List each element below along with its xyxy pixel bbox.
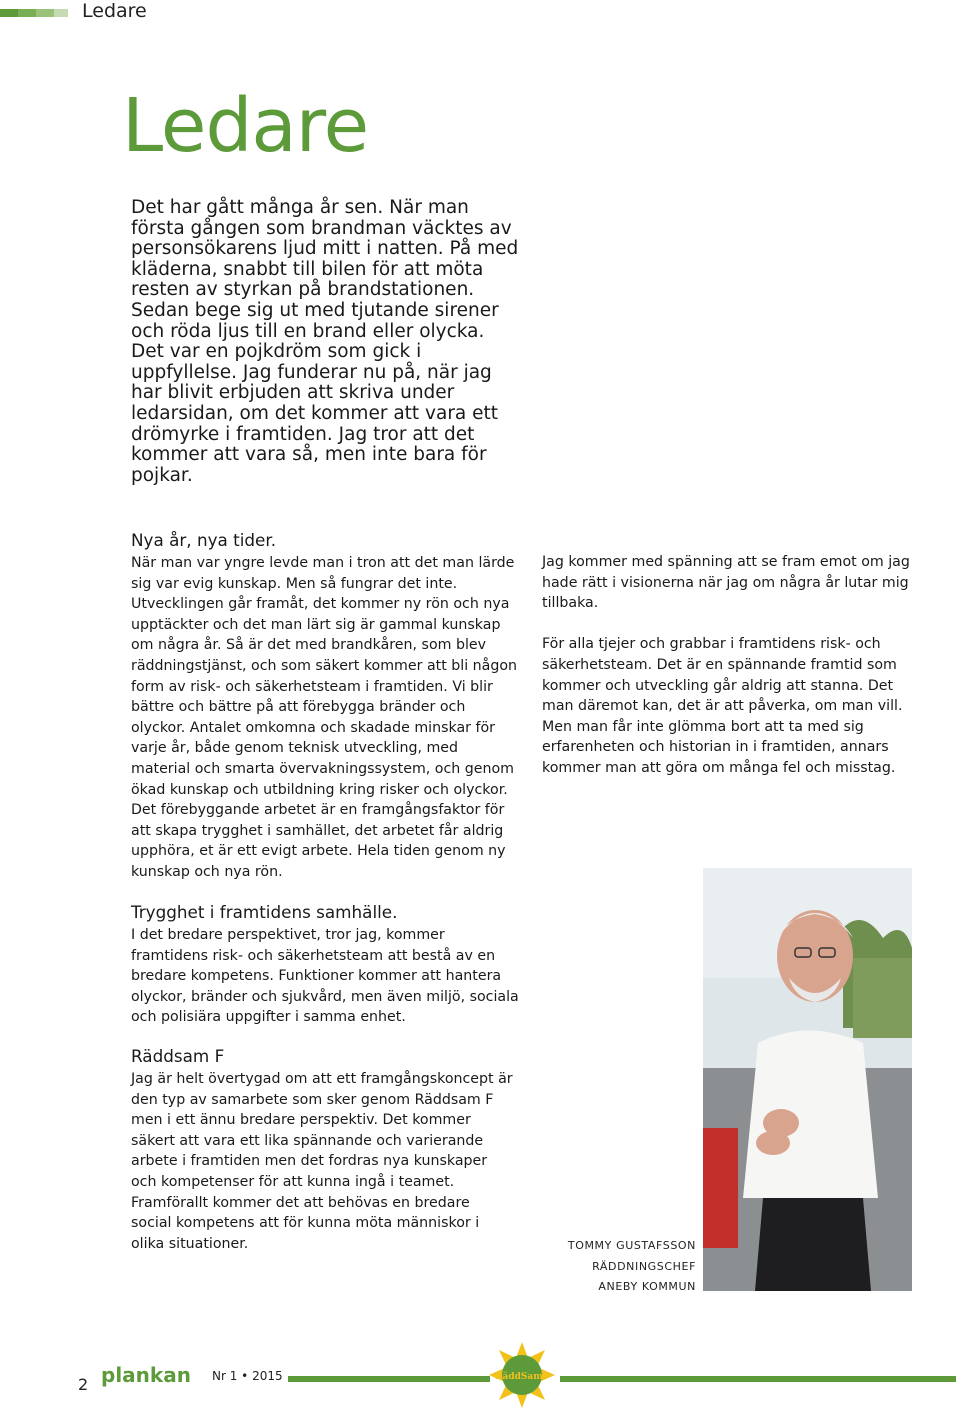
- page-title: Ledare: [122, 83, 369, 169]
- caption-name: TOMMY GUSTAFSSON: [567, 1239, 696, 1252]
- header-segment-2: [18, 9, 36, 17]
- section-heading: Trygghet i framtidens samhälle.: [131, 902, 398, 922]
- plankan-logo-text: plankan: [101, 1363, 191, 1387]
- right-paragraph-1: Jag kommer med spänning att se fram emot om jag hade rätt i visionerna när jag om några år lutar mig tillbaka.: [542, 554, 910, 612]
- page-number: 2: [78, 1375, 89, 1394]
- header-segment-3: [36, 9, 54, 17]
- page-footer: [0, 1335, 960, 1417]
- section-body: I det bredare perspektivet, tror jag, kommer framtidens risk- och säkerhetsteam att bestå av en bredare kompetens. Funktioner kommer att hantera olyckor, bränder och sjukvård, men även miljö, sociala och polisiära uppgifter i samma enhet.: [131, 927, 519, 1026]
- section-raddsam: [131, 1046, 513, 1254]
- section-trygghet: [131, 902, 521, 1028]
- caption-role: RÄDDNINGSCHEF: [592, 1259, 696, 1273]
- caption-org: ANEBY KOMMUN: [598, 1280, 696, 1294]
- section-body: När man var yngre levde man i tron att det man lärde sig var evig kunskap. Men så fungrar det inte. Utvecklingen går framåt, det kommer ny rön och nya upptäckter och det man lärt sig är gammal kunskap om några år. Så är det med brandkåren, som blev räddningstjänst, och som säkert kommer att bli någon form av risk- och säkerhetsteam i framtiden. Vi blir bättre och bättre på att förebygga bränder och olyckor. Antalet omkomna och skadade minskar för varje år, både genom teknisk utveckling, med material och smarta övervakningssystem, och genom ökad kunskap och utbildning kring risker och olyckor. Det förebyggande arbetet är en framgångsfaktor för att skapa trygghet i samhället, det arbetet får aldrig upphöra, et är ett evigt arbete. Hela tiden genom ny kunskap och nya rön.: [131, 555, 518, 880]
- right-paragraph-2: För alla tjejer och grabbar i framtidens risk- och säkerhetsteam. Det är en spännande framtid som kommer och utveckling går aldrig att stanna. Det man däremot kan, det är att påverka, om man vill. Men man får inte glömma bort att ta med sig erfarenheten och historian in i framtiden, annars kommer man att göra om många fel och misstag.: [542, 636, 903, 776]
- portrait-photo: [703, 868, 912, 1291]
- section-body: Jag är helt övertygad om att ett framgångskoncept är den typ av samarbete som sker genom Räddsam F men i ett ännu bredare perspektiv. Det kommer säkert att vara ett lika spännande och varierande arbete i framtiden men det fordras nya kunskaper och kompetenser för att kunna ingå i teamet. Framförallt kommer det att behövas en bredare social kompetens att för kunna möta människor i olika situationer.: [131, 1071, 513, 1252]
- footer-line-right: [560, 1376, 956, 1382]
- plankan-logo: [100, 1361, 191, 1387]
- lead-paragraph: Det har gått många år sen. När man första gången som brandman väcktes av personsökarens ljud mitt i natten. På med kläderna, snabbt till bilen för att möta resten av styrkan på brandstationen. Sedan bege sig ut med tjutande sirener och röda ljus till en brand eller olycka. Det var en pojkdröm som gick i uppfyllelse. Jag funderar nu på, när jag har blivit erbjuden att skriva under ledarsidan, om det kommer att vara ett drömyrke i framtiden. Jag tror att det kommer att vara så, men inte bara för pojkar.: [131, 197, 519, 486]
- section-heading: Räddsam F: [131, 1046, 225, 1066]
- header-section-label: Ledare: [82, 0, 147, 22]
- badge-text: RäddSamF: [494, 1372, 550, 1382]
- issue-number: Nr 1 • 2015: [212, 1369, 283, 1383]
- section-nya-ar: [131, 530, 521, 883]
- header-segment-1: [0, 9, 18, 17]
- section-heading: Nya år, nya tider.: [131, 530, 277, 550]
- header-segment-4: [54, 9, 68, 17]
- photo-caption: [520, 1236, 696, 1298]
- footer-line-left: [288, 1376, 490, 1382]
- raddsamf-badge-icon: [487, 1340, 557, 1410]
- page-header: [0, 0, 960, 24]
- header-color-segments: [0, 9, 68, 17]
- right-column: [542, 552, 920, 779]
